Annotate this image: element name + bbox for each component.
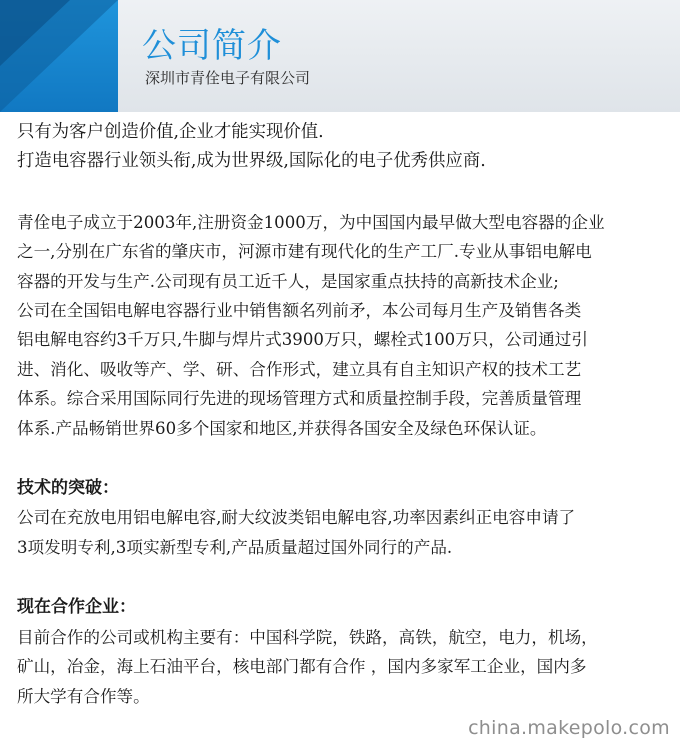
- company-name: 深圳市青佺电子有限公司: [145, 69, 311, 87]
- breakthrough-paragraph: [17, 503, 667, 562]
- text-line: 之一,分别在广东省的肇庆市，河源市建有现代化的生产工厂.专业从事铝电解电: [17, 242, 592, 262]
- text-line: 公司在全国铝电解电容器行业中销售额名列前矛，本公司每月生产及销售各类: [17, 301, 582, 321]
- text-line: 铝电解电容约3千万只,牛脚与焊片式3900万只，螺栓式100万只，公司通过引: [17, 330, 588, 350]
- header-banner: [0, 0, 680, 112]
- text-line: 所大学有合作等。: [17, 686, 150, 706]
- banner-triangle-decoration: [0, 0, 118, 112]
- partners-paragraph: [17, 623, 667, 711]
- text-line: 打造电容器行业领头衔,成为世界级,国际化的电子优秀供应商.: [17, 151, 486, 172]
- text-line: 公司在充放电用铝电解电容,耐大纹波类铝电解电容,功率因素纠正电容申请了: [17, 508, 576, 528]
- text-line: 体系.产品畅销世界60多个国家和地区,并获得各国安全及绿色环保认证。: [17, 418, 547, 438]
- breakthrough-heading: 技术的突破：: [17, 478, 119, 499]
- main-content: [17, 118, 667, 711]
- text-line: 体系。综合采用国际同行先进的现场管理方式和质量控制手段，完善质量管理: [17, 389, 582, 409]
- text-line: 青佺电子成立于2003年,注册资金1000万，为中国国内最早做大型电容器的企业: [17, 212, 605, 232]
- text-line: 只有为客户创造价值,企业才能实现价值.: [17, 122, 324, 142]
- text-line: 目前合作的公司或机构主要有：中国科学院，铁路，高铁，航空，电力，机场，: [17, 627, 598, 647]
- text-line: 矿山，冶金，海上石油平台，核电部门都有合作 ，国内多家军工企业，国内多: [17, 657, 587, 677]
- company-paragraph: [17, 208, 667, 443]
- partners-heading: 现在合作企业：: [17, 597, 136, 618]
- text-line: 3项发明专利,3项实新型专利,产品质量超过国外同行的产品.: [17, 537, 453, 557]
- watermark: china.makepolo.com: [468, 717, 670, 739]
- intro-paragraph: [17, 118, 667, 177]
- page-title: 公司简介: [142, 26, 282, 66]
- text-line: 容器的开发与生产.公司现有员工近千人，是国家重点扶持的高新技术企业;: [17, 271, 559, 291]
- text-line: 进、消化、吸收等产、学、研、合作形式，建立具有自主知识产权的技术工艺: [17, 359, 582, 379]
